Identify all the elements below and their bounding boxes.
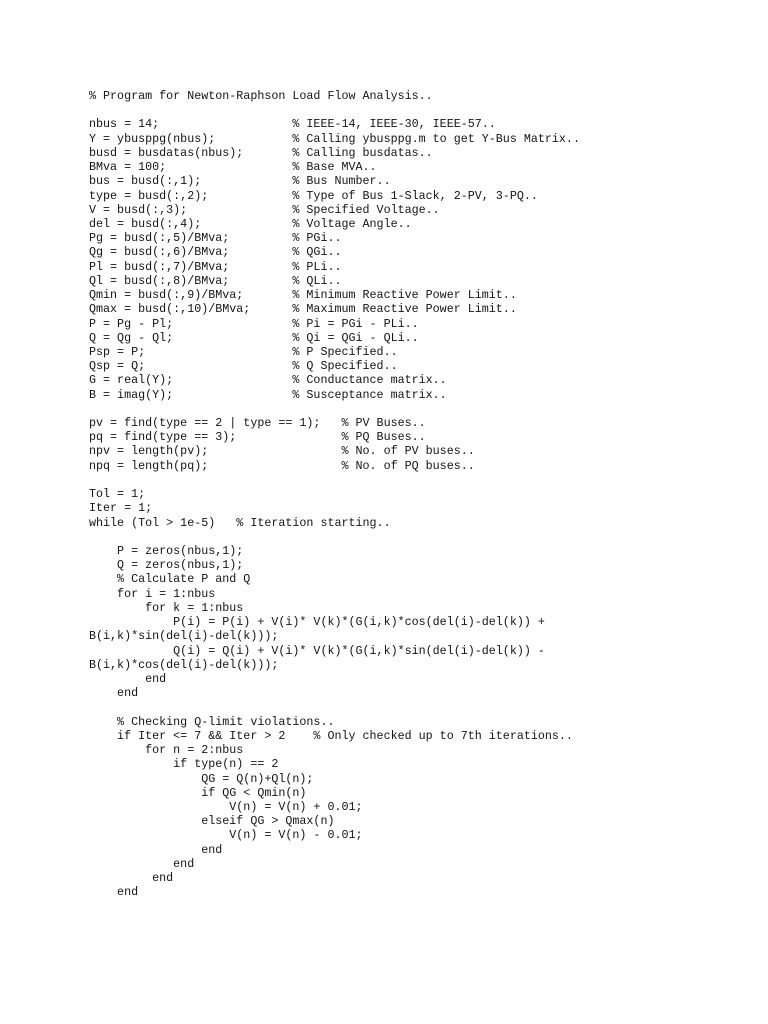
code-line: end	[89, 686, 139, 701]
code-line: V(n) = V(n) - 0.01;	[89, 828, 363, 843]
code-line: V = busd(:,3); % Specified Voltage..	[89, 202, 440, 217]
code-line: end	[89, 871, 174, 886]
code-line: elseif QG > Qmax(n)	[89, 814, 335, 829]
code-line: end	[89, 885, 139, 900]
code-line: Qmin = busd(:,9)/BMva; % Minimum Reactive Power Limit..	[89, 288, 517, 303]
code-line: Pl = busd(:,7)/BMva; % PLi..	[89, 259, 342, 274]
code-line: end	[89, 671, 167, 686]
code-line: nbus = 14; % IEEE-14, IEEE-30, IEEE-57..	[89, 117, 496, 132]
code-line: Pg = busd(:,5)/BMva; % PGi..	[89, 231, 342, 246]
code-line: B(i,k)*sin(del(i)-del(k)));	[89, 629, 279, 644]
code-line: end	[89, 842, 223, 857]
code-line: for k = 1:nbus	[89, 600, 244, 615]
code-line: Q = zeros(nbus,1);	[89, 558, 244, 573]
code-line: npv = length(pv); % No. of PV buses..	[89, 444, 475, 459]
code-line: Qmax = busd(:,10)/BMva; % Maximum Reactive Power Limit..	[89, 302, 517, 317]
code-line: Ql = busd(:,8)/BMva; % QLi..	[89, 273, 342, 288]
code-line: npq = length(pq); % No. of PQ buses..	[89, 458, 475, 473]
code-line: P = Pg - Pl; % Pi = PGi - PLi..	[89, 316, 419, 331]
code-listing	[89, 89, 580, 899]
code-line: V(n) = V(n) + 0.01;	[89, 799, 363, 814]
code-line: Iter = 1;	[89, 501, 153, 516]
blank-line	[89, 402, 580, 416]
code-line: Q(i) = Q(i) + V(i)* V(k)*(G(i,k)*sin(del(i)-del(k)) -	[89, 643, 545, 658]
blank-line	[89, 103, 580, 117]
code-line: Tol = 1;	[89, 487, 146, 502]
code-line: QG = Q(n)+Ql(n);	[89, 771, 314, 786]
code-line: while (Tol > 1e-5) % Iteration starting..	[89, 515, 391, 530]
code-line: Y = ybusppg(nbus); % Calling ybusppg.m to get Y-Bus Matrix..	[89, 131, 580, 146]
code-line: if Iter <= 7 && Iter > 2 % Only checked up to 7th iterations..	[89, 728, 573, 743]
code-line: if QG < Qmin(n)	[89, 785, 307, 800]
code-line: BMva = 100; % Base MVA..	[89, 160, 377, 175]
code-line: type = busd(:,2); % Type of Bus 1-Slack, 2-PV, 3-PQ..	[89, 188, 538, 203]
code-line: bus = busd(:,1); % Bus Number..	[89, 174, 391, 189]
blank-line	[89, 473, 580, 487]
blank-line	[89, 700, 580, 714]
blank-line	[89, 530, 580, 544]
code-line: P = zeros(nbus,1);	[89, 544, 244, 558]
code-line: B = imag(Y); % Susceptance matrix..	[89, 387, 447, 402]
code-line: Psp = P; % P Specified..	[89, 344, 398, 359]
code-line: % Calculate P and Q	[89, 572, 251, 587]
code-line: % Checking Q-limit violations..	[89, 714, 335, 729]
code-line: busd = busdatas(nbus); % Calling busdatas..	[89, 145, 433, 160]
code-line: P(i) = P(i) + V(i)* V(k)*(G(i,k)*cos(del(i)-del(k)) +	[89, 615, 545, 630]
code-line: pv = find(type == 2 | type == 1); % PV Buses..	[89, 416, 426, 431]
code-line: for i = 1:nbus	[89, 586, 216, 601]
code-line: Q = Qg - Ql; % Qi = QGi - QLi..	[89, 330, 419, 345]
code-line: Qsp = Q; % Q Specified..	[89, 359, 398, 374]
code-line: B(i,k)*cos(del(i)-del(k)));	[89, 657, 279, 672]
code-line: pq = find(type == 3); % PQ Buses..	[89, 430, 426, 445]
code-line: if type(n) == 2	[89, 757, 279, 772]
code-line: G = real(Y); % Conductance matrix..	[89, 373, 447, 388]
code-line: Qg = busd(:,6)/BMva; % QGi..	[89, 245, 342, 260]
code-line: % Program for Newton-Raphson Load Flow Analysis..	[89, 89, 433, 103]
code-line: for n = 2:nbus	[89, 743, 244, 758]
code-line: del = busd(:,4); % Voltage Angle..	[89, 216, 412, 231]
code-line: end	[89, 856, 195, 871]
